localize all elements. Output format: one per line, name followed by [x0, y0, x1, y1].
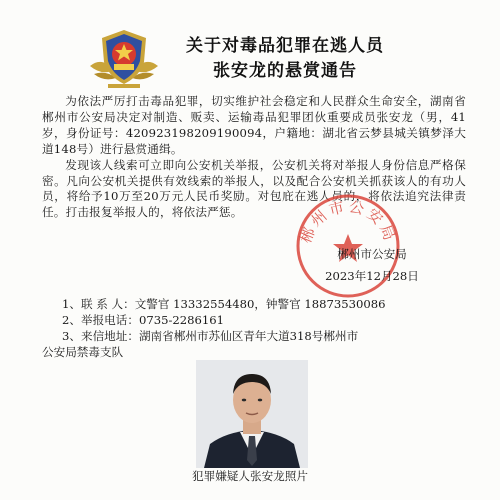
suspect-photo: [196, 360, 308, 468]
notice-title: [160, 34, 410, 84]
contact-people: 1、联 系 人：文警官 13332554480，钟警官 18873530086: [62, 297, 386, 311]
signature-block: [292, 243, 452, 287]
mail-address-cont: 公安局禁毒支队: [42, 345, 124, 359]
report-phone: 2、举报电话：0735-2286161: [62, 313, 224, 327]
title-line-1: 关于对毒品犯罪在逃人员: [186, 36, 384, 56]
signature-org: 郴州市公安局: [337, 247, 407, 261]
paragraph-1: 为依法严厉打击毒品犯罪，切实维护社会稳定和人民群众生命安全，湖南省郴州市公安局决定对制造、贩卖、运输毒品犯罪团伙重要成员张安龙（男，41岁，身份证号：420923198209190094，户籍地：湖北省云梦县城关镇梦泽大道148号）进行悬赏通缉。: [42, 94, 466, 156]
signature-date: 2023年12月28日: [325, 269, 419, 283]
police-emblem-icon: [84, 26, 164, 92]
title-line-2: 张安龙的悬赏通告: [213, 61, 357, 81]
photo-caption: 犯罪嫌疑人张安龙照片: [192, 469, 308, 483]
paragraph-2: 发现该人线索可立即向公安机关举报，公安机关将对举报人身份信息严格保密。凡向公安机关提供有效线索的举报人，以及配合公安机关抓获该人的有功人员，将给予10万至20万元人民币奖励。对包庇在逃人员的，将依法追究法律责任。打击报复举报人的，将依法严惩。: [42, 157, 466, 220]
seal-text: 郴州市公安局: [296, 197, 400, 246]
contact-info: [42, 296, 472, 360]
mail-address: 3、来信地址：湖南省郴州市苏仙区青年大道318号郴州市: [62, 329, 359, 343]
